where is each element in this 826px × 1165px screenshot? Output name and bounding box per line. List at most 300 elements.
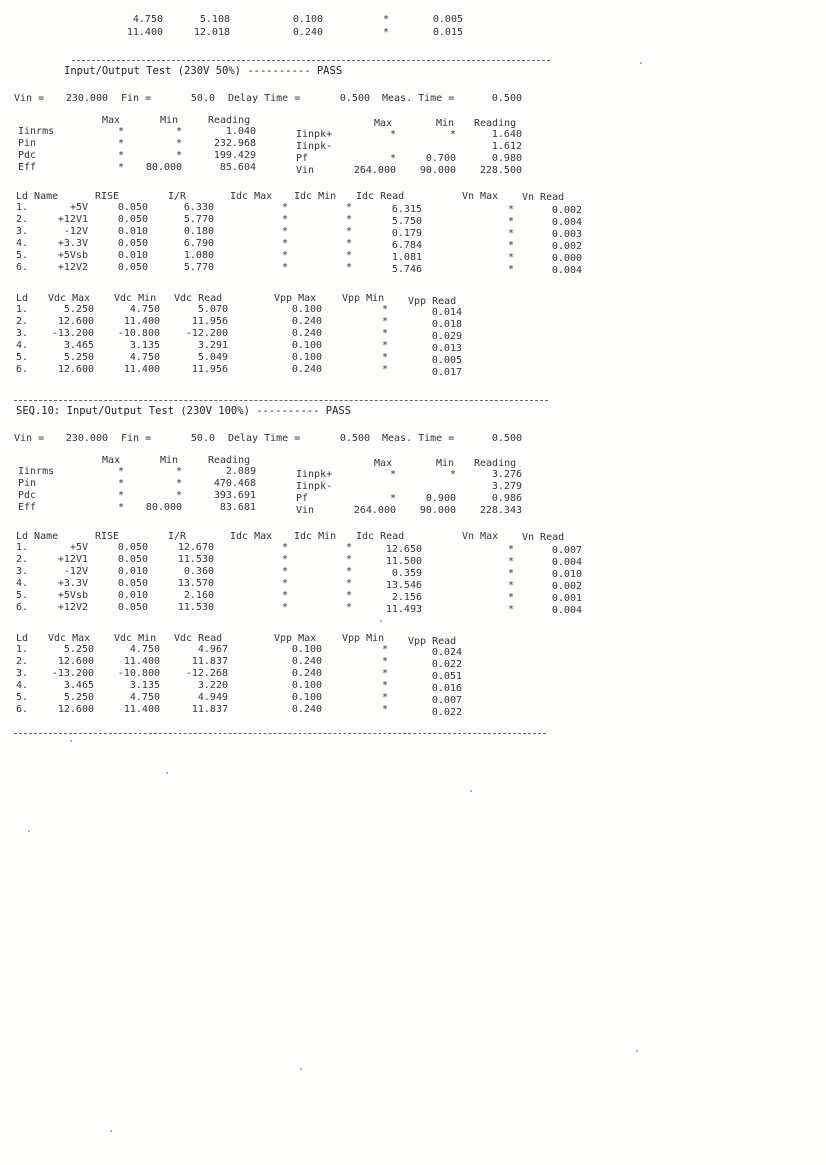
load-header-idc-min: Idc Min <box>294 531 337 542</box>
input-min: * <box>175 138 182 149</box>
load-ld: 5. <box>16 250 29 261</box>
load-vn-max: * <box>507 568 514 579</box>
vpp-max: 0.100 <box>291 644 322 655</box>
load-idc-min: * <box>345 590 352 601</box>
load-rise: 0.050 <box>117 578 148 589</box>
load-idc-min: * <box>345 578 352 589</box>
input-min: 80.000 <box>145 162 182 173</box>
vpp-min: * <box>381 340 388 351</box>
load-header-ld-name: Ld Name <box>16 191 59 202</box>
param-label: Fin = <box>121 93 152 104</box>
vpp-max: 0.100 <box>291 304 322 315</box>
vpp-max: 0.100 <box>291 692 322 703</box>
input-header-reading: Reading <box>208 455 251 466</box>
load-rise: 0.010 <box>117 590 148 601</box>
load-idc-min: * <box>345 226 352 237</box>
input-name: Eff <box>18 502 37 513</box>
vdc-max: 3.465 <box>63 340 94 351</box>
vdc-min-cell: 11.400 <box>126 27 163 38</box>
load-ld: 6. <box>16 602 29 613</box>
load-idc-max: * <box>281 566 288 577</box>
param-delay-value: 0.500 <box>339 93 370 104</box>
input-header-min: Min <box>160 455 179 466</box>
load-header-vn-max: Vn Max <box>462 191 499 202</box>
dashed-separator <box>14 733 546 734</box>
input-max: * <box>389 129 396 140</box>
vdc-max: 12.600 <box>57 656 94 667</box>
input-header-max: Max <box>102 455 121 466</box>
load-header-idc-max: Idc Max <box>230 191 273 202</box>
input-reading: 83.681 <box>219 502 256 513</box>
param-label: Meas. Time = <box>382 93 455 104</box>
input-max: * <box>117 138 124 149</box>
input-min: 80.000 <box>145 502 182 513</box>
vpp-min: * <box>381 352 388 363</box>
input-reading: 470.468 <box>213 478 256 489</box>
load-idc-read: 6.784 <box>391 240 422 251</box>
input-header-reading: Reading <box>208 115 251 126</box>
load-vn-read: 0.010 <box>551 569 582 580</box>
vpp-read: 0.017 <box>431 367 462 378</box>
input-name: Vin <box>296 165 315 176</box>
load-ld: 3. <box>16 226 29 237</box>
load-vn-read: 0.004 <box>551 557 582 568</box>
vpp-max: 0.100 <box>291 352 322 363</box>
input-name: Pf <box>296 493 309 504</box>
param-label: Vin = <box>14 433 45 444</box>
param-fin-value: 50.0 <box>190 433 215 444</box>
load-name: +3.3V <box>57 238 88 249</box>
load-ld: 4. <box>16 578 29 589</box>
vpp-read: 0.022 <box>431 659 462 670</box>
load-vn-max: * <box>507 252 514 263</box>
load-ir: 1.080 <box>183 250 214 261</box>
vdc-min: 4.750 <box>129 692 160 703</box>
load-header-idc-read: Idc Read <box>356 531 405 542</box>
input-max: * <box>117 162 124 173</box>
load-name: +12V1 <box>57 554 88 565</box>
input-min: * <box>449 469 456 480</box>
load-vn-max: * <box>507 216 514 227</box>
input-max: * <box>389 493 396 504</box>
load-idc-read: 0.179 <box>391 228 422 239</box>
vdc-read: 4.949 <box>197 692 228 703</box>
input-name: Iinpk+ <box>296 469 333 480</box>
load-idc-read: 13.546 <box>385 580 422 591</box>
vdc-header-vdc-read: Vdc Read <box>174 293 223 304</box>
vpp-max: 0.100 <box>291 340 322 351</box>
input-min: * <box>175 466 182 477</box>
vpp-min: * <box>381 304 388 315</box>
input-reading: 2.089 <box>225 466 256 477</box>
load-ir: 5.770 <box>183 262 214 273</box>
vdc-header-vpp-max: Vpp Max <box>274 293 317 304</box>
load-ld: 1. <box>16 202 29 213</box>
param-vin-value: 230.000 <box>65 93 108 104</box>
input-header-reading: Reading <box>474 118 517 129</box>
input-name: Pdc <box>18 150 37 161</box>
vdc-header-vdc-max: Vdc Max <box>48 293 91 304</box>
load-name: +5Vsb <box>57 250 88 261</box>
load-idc-max: * <box>281 542 288 553</box>
section-title: Input/Output Test (230V 50%) ---------- PASS <box>64 65 343 77</box>
vdc-header-vpp-read: Vpp Read <box>408 636 457 647</box>
input-reading: 1.612 <box>491 141 522 152</box>
vpp-max: 0.240 <box>291 656 322 667</box>
input-min: 90.000 <box>419 505 456 516</box>
input-header-max: Max <box>102 115 121 126</box>
load-name: +12V2 <box>57 262 88 273</box>
input-min: * <box>449 129 456 140</box>
scan-speck <box>166 772 168 774</box>
load-vn-read: 0.004 <box>551 605 582 616</box>
load-idc-min: * <box>345 262 352 273</box>
load-header-ld-name: Ld Name <box>16 531 59 542</box>
scan-speck <box>110 1130 112 1132</box>
vdc-read: 5.070 <box>197 304 228 315</box>
vdc-ld: 3. <box>16 328 29 339</box>
vpp-read: 0.013 <box>431 343 462 354</box>
vdc-max: -13.200 <box>51 668 94 679</box>
load-header-rise: RISE <box>95 531 120 542</box>
load-header-idc-min: Idc Min <box>294 191 337 202</box>
load-ir: 5.770 <box>183 214 214 225</box>
vpp-max: 0.240 <box>291 316 322 327</box>
load-rise: 0.010 <box>117 250 148 261</box>
vdc-header-vdc-max: Vdc Max <box>48 633 91 644</box>
load-vn-read: 0.002 <box>551 581 582 592</box>
vdc-read: 3.220 <box>197 680 228 691</box>
vdc-ld: 4. <box>16 680 29 691</box>
load-name: +12V1 <box>57 214 88 225</box>
vdc-read: 4.967 <box>197 644 228 655</box>
load-idc-min: * <box>345 566 352 577</box>
vdc-read: 3.291 <box>197 340 228 351</box>
input-reading: 228.343 <box>479 505 522 516</box>
load-rise: 0.050 <box>117 554 148 565</box>
load-rise: 0.050 <box>117 202 148 213</box>
load-vn-read: 0.002 <box>551 241 582 252</box>
load-ir: 0.180 <box>183 226 214 237</box>
input-reading: 393.691 <box>213 490 256 501</box>
scan-speck <box>380 620 382 622</box>
input-header-reading: Reading <box>474 458 517 469</box>
vdc-header-vdc-min: Vdc Min <box>114 293 157 304</box>
vdc-read: 11.956 <box>191 364 228 375</box>
input-header-min: Min <box>436 458 455 469</box>
vpp-read: 0.018 <box>431 319 462 330</box>
load-ir: 13.570 <box>177 578 214 589</box>
vdc-header-vpp-min: Vpp Min <box>342 633 385 644</box>
vdc-read: 5.049 <box>197 352 228 363</box>
vdc-read-cell: 5.108 <box>199 14 230 25</box>
load-idc-min: * <box>345 542 352 553</box>
vpp-min: * <box>381 364 388 375</box>
load-idc-read: 0.359 <box>391 568 422 579</box>
load-ld: 4. <box>16 238 29 249</box>
load-vn-read: 0.007 <box>551 545 582 556</box>
load-vn-max: * <box>507 240 514 251</box>
vdc-max: 12.600 <box>57 316 94 327</box>
vpp-max-cell: 0.100 <box>292 14 323 25</box>
load-name: -12V <box>63 226 88 237</box>
load-idc-min: * <box>345 214 352 225</box>
vpp-read: 0.051 <box>431 671 462 682</box>
scan-speck <box>636 1050 638 1052</box>
vdc-header-vpp-max: Vpp Max <box>274 633 317 644</box>
scan-speck <box>28 830 30 832</box>
input-reading: 1.640 <box>491 129 522 140</box>
load-idc-min: * <box>345 202 352 213</box>
input-max: 264.000 <box>353 505 396 516</box>
load-ir: 6.790 <box>183 238 214 249</box>
vdc-ld: 1. <box>16 644 29 655</box>
load-idc-max: * <box>281 590 288 601</box>
load-ld: 3. <box>16 566 29 577</box>
load-idc-read: 6.315 <box>391 204 422 215</box>
param-label: Delay Time = <box>228 93 301 104</box>
input-min: * <box>175 478 182 489</box>
vpp-min: * <box>381 316 388 327</box>
vpp-max: 0.240 <box>291 328 322 339</box>
load-vn-read: 0.002 <box>551 205 582 216</box>
vpp-read: 0.005 <box>431 355 462 366</box>
load-idc-max: * <box>281 250 288 261</box>
vdc-max: 12.600 <box>57 704 94 715</box>
input-reading: 199.429 <box>213 150 256 161</box>
input-max: * <box>117 466 124 477</box>
load-ld: 2. <box>16 554 29 565</box>
vpp-read-cell: 0.005 <box>432 14 463 25</box>
vdc-min: 11.400 <box>123 364 160 375</box>
input-name: Pdc <box>18 490 37 501</box>
scan-speck <box>300 1068 302 1070</box>
load-header-ir: I/R <box>168 191 187 202</box>
load-idc-read: 1.081 <box>391 252 422 263</box>
vdc-ld: 3. <box>16 668 29 679</box>
load-rise: 0.010 <box>117 566 148 577</box>
vdc-read: -12.200 <box>185 328 228 339</box>
input-reading: 0.980 <box>491 153 522 164</box>
load-header-ir: I/R <box>168 531 187 542</box>
vpp-read-cell: 0.015 <box>432 27 463 38</box>
vdc-read-cell: 12.018 <box>193 27 230 38</box>
vdc-min: 4.750 <box>129 644 160 655</box>
vpp-min-cell: * <box>382 14 389 25</box>
load-vn-max: * <box>507 592 514 603</box>
load-ir: 12.670 <box>177 542 214 553</box>
vpp-min-cell: * <box>382 27 389 38</box>
input-max: * <box>389 153 396 164</box>
vdc-max: 5.250 <box>63 352 94 363</box>
input-max: * <box>389 469 396 480</box>
load-header-idc-read: Idc Read <box>356 191 405 202</box>
param-label: Vin = <box>14 93 45 104</box>
vdc-header-vdc-min: Vdc Min <box>114 633 157 644</box>
input-reading: 1.040 <box>225 126 256 137</box>
vpp-max: 0.240 <box>291 704 322 715</box>
load-header-idc-max: Idc Max <box>230 531 273 542</box>
input-name: Iinpk- <box>296 141 333 152</box>
load-idc-max: * <box>281 214 288 225</box>
section-title: SEQ.10: Input/Output Test (230V 100%) ---------- PASS <box>16 405 352 417</box>
load-idc-min: * <box>345 554 352 565</box>
vdc-max: 5.250 <box>63 692 94 703</box>
vpp-max: 0.240 <box>291 364 322 375</box>
input-header-min: Min <box>436 118 455 129</box>
load-ir: 11.530 <box>177 602 214 613</box>
load-name: +5V <box>69 542 88 553</box>
vdc-max: -13.200 <box>51 328 94 339</box>
input-reading: 0.986 <box>491 493 522 504</box>
load-idc-max: * <box>281 578 288 589</box>
vpp-min: * <box>381 680 388 691</box>
load-ir: 11.530 <box>177 554 214 565</box>
vdc-min: 11.400 <box>123 316 160 327</box>
vdc-ld: 2. <box>16 316 29 327</box>
vdc-ld: 1. <box>16 304 29 315</box>
load-name: +5V <box>69 202 88 213</box>
vdc-min: -10.800 <box>117 668 160 679</box>
vdc-read: -12.268 <box>185 668 228 679</box>
load-idc-read: 11.493 <box>385 604 422 615</box>
vdc-max: 12.600 <box>57 364 94 375</box>
input-min: 90.000 <box>419 165 456 176</box>
input-min: 0.900 <box>425 493 456 504</box>
vpp-max: 0.240 <box>291 668 322 679</box>
vdc-min: -10.800 <box>117 328 160 339</box>
vdc-header-vdc-read: Vdc Read <box>174 633 223 644</box>
load-idc-max: * <box>281 238 288 249</box>
vdc-read: 11.837 <box>191 656 228 667</box>
load-header-vn-read: Vn Read <box>522 192 565 203</box>
load-rise: 0.050 <box>117 238 148 249</box>
param-label: Meas. Time = <box>382 433 455 444</box>
vdc-header-vpp-min: Vpp Min <box>342 293 385 304</box>
input-reading: 85.604 <box>219 162 256 173</box>
input-name: Pin <box>18 138 37 149</box>
vdc-max: 3.465 <box>63 680 94 691</box>
scan-speck <box>470 790 472 792</box>
load-ir: 6.330 <box>183 202 214 213</box>
load-name: -12V <box>63 566 88 577</box>
load-rise: 0.010 <box>117 226 148 237</box>
load-rise: 0.050 <box>117 602 148 613</box>
input-reading: 3.279 <box>491 481 522 492</box>
vdc-header-ld: Ld <box>16 633 29 644</box>
load-vn-read: 0.001 <box>551 593 582 604</box>
scan-speck <box>640 62 642 64</box>
input-name: Pin <box>18 478 37 489</box>
load-vn-max: * <box>507 204 514 215</box>
param-fin-value: 50.0 <box>190 93 215 104</box>
load-vn-max: * <box>507 264 514 275</box>
load-header-vn-max: Vn Max <box>462 531 499 542</box>
input-name: Vin <box>296 505 315 516</box>
vpp-read: 0.007 <box>431 695 462 706</box>
input-max: * <box>117 502 124 513</box>
input-max: * <box>117 126 124 137</box>
vdc-ld: 2. <box>16 656 29 667</box>
dashed-separator <box>14 400 548 401</box>
param-vin-value: 230.000 <box>65 433 108 444</box>
load-idc-read: 11.500 <box>385 556 422 567</box>
vdc-min: 11.400 <box>123 704 160 715</box>
vpp-min: * <box>381 328 388 339</box>
load-vn-max: * <box>507 604 514 615</box>
load-vn-read: 0.004 <box>551 265 582 276</box>
vpp-min: * <box>381 704 388 715</box>
vdc-header-ld: Ld <box>16 293 29 304</box>
vpp-min: * <box>381 692 388 703</box>
vdc-ld: 6. <box>16 364 29 375</box>
load-idc-read: 12.650 <box>385 544 422 555</box>
load-ld: 5. <box>16 590 29 601</box>
vdc-ld: 4. <box>16 340 29 351</box>
vpp-read: 0.029 <box>431 331 462 342</box>
load-name: +12V2 <box>57 602 88 613</box>
vdc-ld: 5. <box>16 352 29 363</box>
load-idc-max: * <box>281 602 288 613</box>
load-rise: 0.050 <box>117 262 148 273</box>
vpp-min: * <box>381 656 388 667</box>
load-idc-max: * <box>281 226 288 237</box>
scan-speck <box>70 740 72 742</box>
param-delay-value: 0.500 <box>339 433 370 444</box>
vpp-read: 0.024 <box>431 647 462 658</box>
input-max: 264.000 <box>353 165 396 176</box>
vdc-read: 11.837 <box>191 704 228 715</box>
vpp-read: 0.014 <box>431 307 462 318</box>
load-idc-max: * <box>281 202 288 213</box>
vpp-read: 0.022 <box>431 707 462 718</box>
dashed-separator <box>72 60 550 61</box>
input-name: Iinrms <box>18 466 55 477</box>
load-ld: 1. <box>16 542 29 553</box>
input-reading: 228.500 <box>479 165 522 176</box>
load-vn-read: 0.003 <box>551 229 582 240</box>
load-rise: 0.050 <box>117 542 148 553</box>
load-vn-max: * <box>507 580 514 591</box>
load-idc-min: * <box>345 250 352 261</box>
load-vn-max: * <box>507 228 514 239</box>
param-meas-value: 0.500 <box>491 433 522 444</box>
load-rise: 0.050 <box>117 214 148 225</box>
vpp-min: * <box>381 668 388 679</box>
vdc-min-cell: 4.750 <box>132 14 163 25</box>
load-ir: 0.360 <box>183 566 214 577</box>
vpp-read: 0.016 <box>431 683 462 694</box>
load-vn-read: 0.000 <box>551 253 582 264</box>
load-vn-max: * <box>507 556 514 567</box>
load-header-rise: RISE <box>95 191 120 202</box>
param-label: Delay Time = <box>228 433 301 444</box>
vdc-ld: 5. <box>16 692 29 703</box>
load-idc-min: * <box>345 602 352 613</box>
input-reading: 232.968 <box>213 138 256 149</box>
input-name: Pf <box>296 153 309 164</box>
load-name: +5Vsb <box>57 590 88 601</box>
input-header-max: Max <box>374 118 393 129</box>
input-header-max: Max <box>374 458 393 469</box>
vdc-min: 4.750 <box>129 352 160 363</box>
load-ld: 2. <box>16 214 29 225</box>
input-name: Iinrms <box>18 126 55 137</box>
input-min: * <box>175 150 182 161</box>
load-name: +3.3V <box>57 578 88 589</box>
vdc-ld: 6. <box>16 704 29 715</box>
vdc-min: 4.750 <box>129 304 160 315</box>
